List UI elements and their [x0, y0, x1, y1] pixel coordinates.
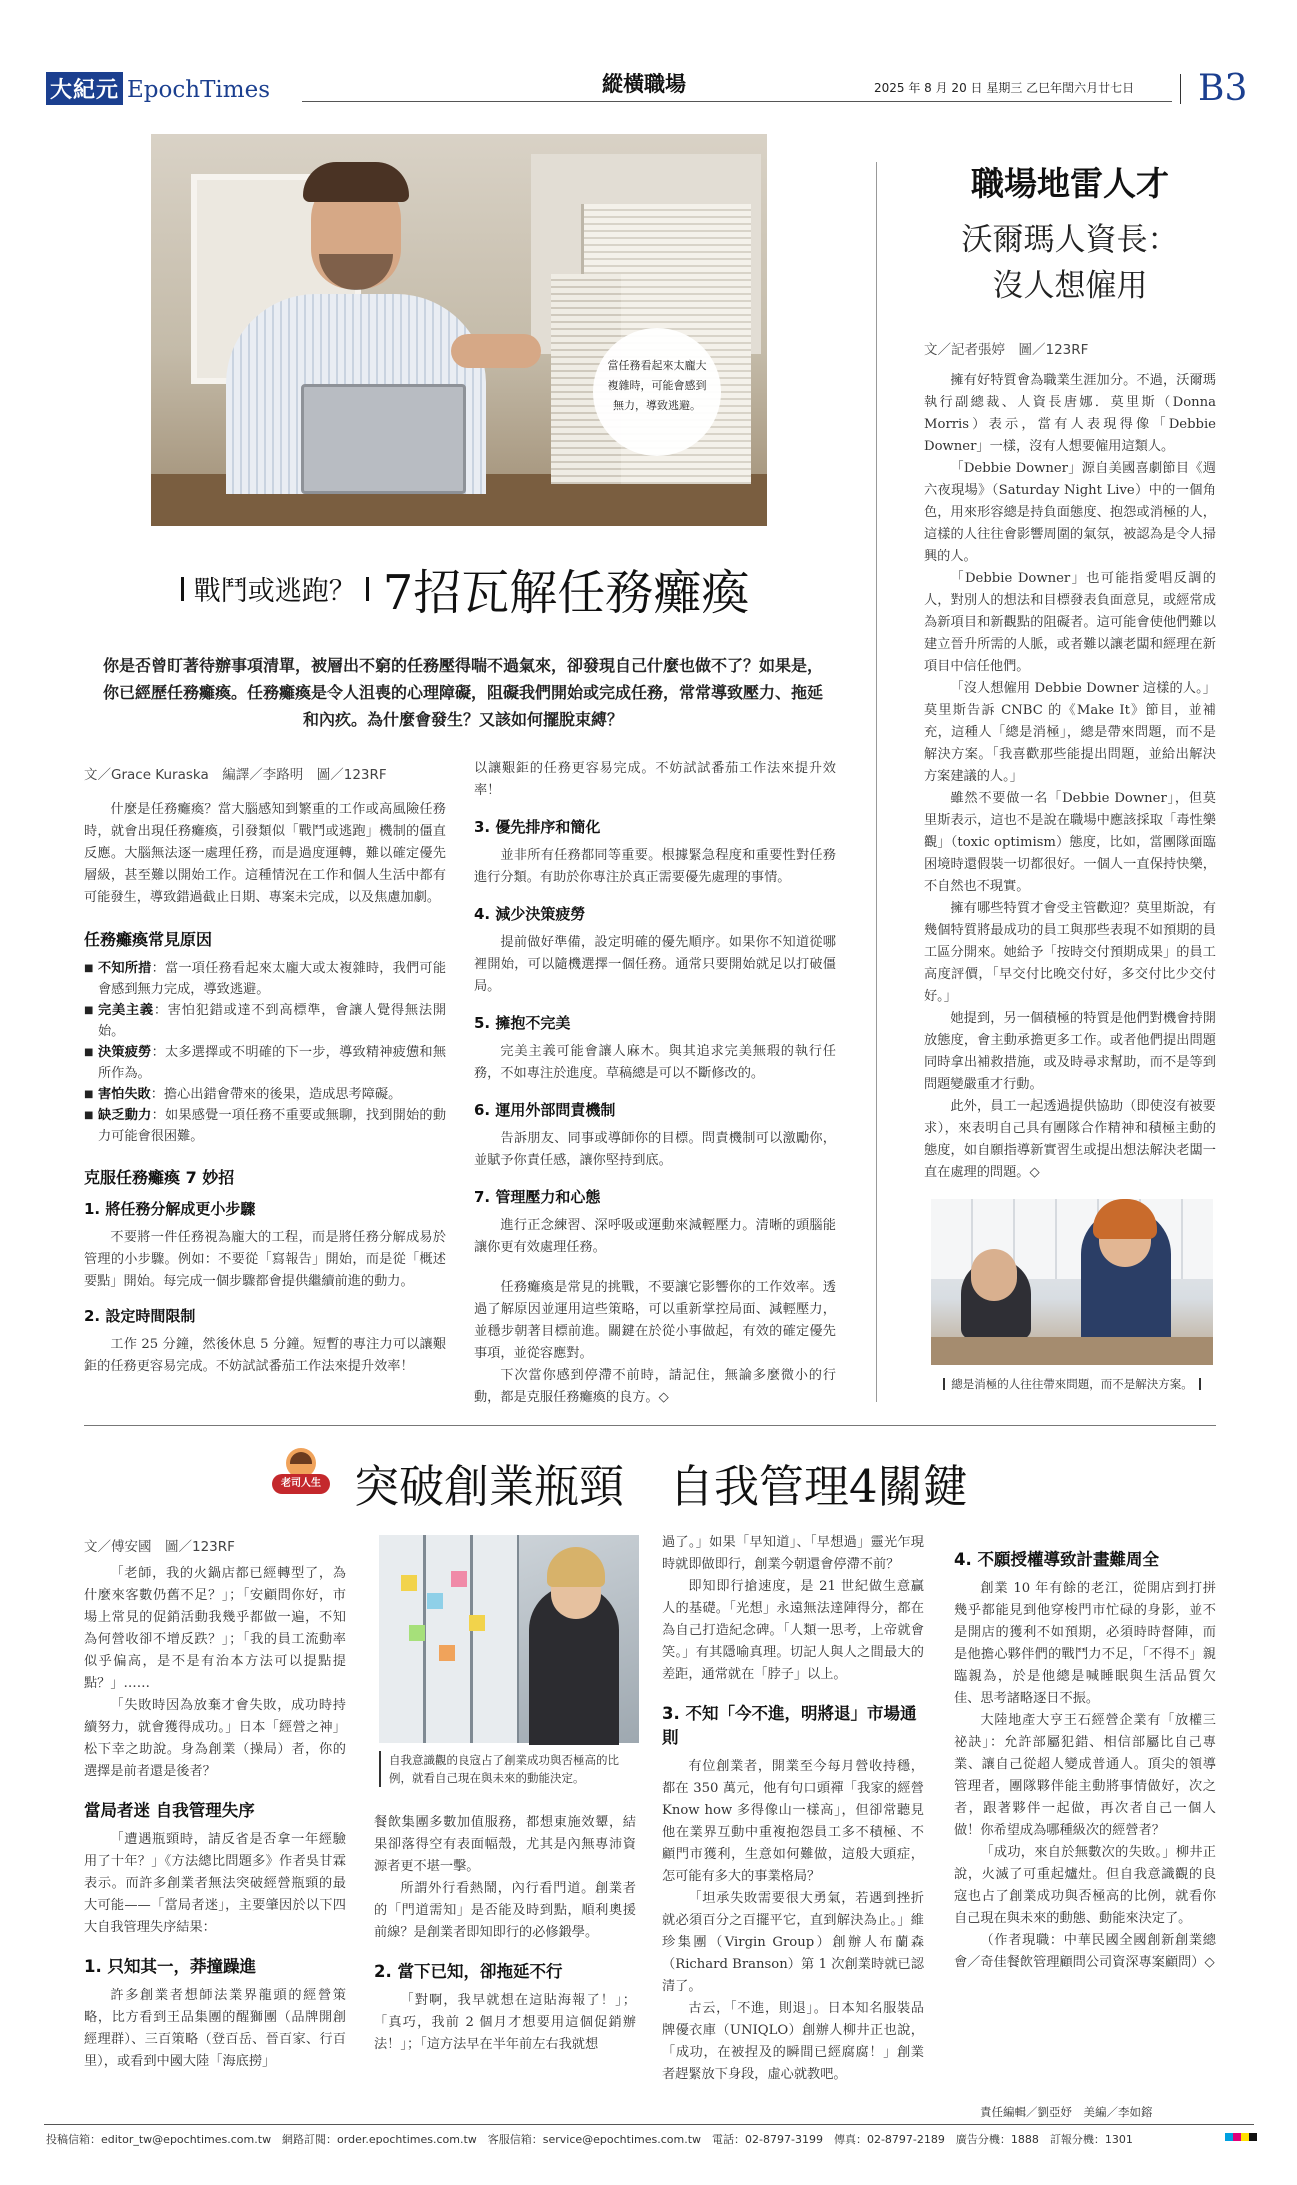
article1-photo	[151, 134, 767, 526]
tip-text: 並非所有任務都同等重要。根據緊急程度和重要性對任務進行分類。有助於你專注於真正需要優先處理的事情。	[474, 848, 836, 885]
tip-text: 完美主義可能會讓人麻木。與其追求完美無瑕的執行任務，不如專注於進度。草稿總是可以不斷修改的。	[474, 1044, 836, 1081]
article1-title: 7招瓦解任務癱瘓	[382, 565, 750, 621]
article3-subheading: 4. 不願授權導致計畫難周全	[954, 1550, 1159, 1569]
article3-paragraph: 古云，「不進，則退」。日本知名服裝品牌優衣庫（UNIQLO）創辦人柳井正也說，「成功，在被捏及的瞬間已經腐腐！」創業者趕緊放下身段，虛心就教吧。	[662, 2001, 924, 2082]
article3-col2	[374, 1812, 636, 2056]
article3-paragraph: 創業 10 年有餘的老江，從開店到打拼幾乎都能見到他穿梭門市忙碌的身影，並不是開店的獲利不如預期，必須時時督陣，而是他擔心夥伴們的戰鬥力不足，「不得不」親臨親為，於是他總是喊睡眠與生活品質欠佳、思考諸略逐日不振。	[954, 1581, 1216, 1706]
article2-photo	[931, 1199, 1213, 1365]
cause-item: ■ 完美主義：害怕犯錯或達不到高標準，會讓人覺得無法開始。	[84, 1000, 446, 1042]
article1-closing: 任務癱瘓是常見的挑戰，不要讓它影響你的工作效率。透過了解原因並運用這些策略，可以重新掌控局面、減輕壓力，並穩步朝著目標前進。關鍵在於從小事做起，有效的確定優先事項，並從容應對。	[474, 1280, 836, 1361]
tips-heading: 克服任務癱瘓 7 妙招	[84, 1168, 235, 1187]
article1-byline: 文／Grace Kuraska 編譯／李路明 圖／123RF	[84, 767, 387, 783]
badge-label: 老司人生	[272, 1474, 330, 1494]
header-rule	[302, 101, 1172, 102]
tip-heading: 4. 減少決策疲勞	[474, 905, 586, 923]
article2-title-line1: 沃爾瑪人資長：	[961, 222, 1179, 258]
article2-body: 文／記者張婷 圖／123RF 擁有好特質會為職業生涯加分。不過，沃爾瑪執行副總裁、人資長唐娜．莫里斯（Donna Morris）表示，當有人表現得像「Debbie Downer」一樣，沒有人想要僱用這類人。 「Debbie Downer」源自美國喜劇節目《週六夜現場》（Saturday Night Live）中的一個角色，用來形容總是持負面態度、抱怨或消極的人，這樣的人往往會影響周圍的氣氛，被認為是令人掃興的人。 「Debbie Downer」也可能指愛唱反調的人，對別人的想法和目標發表負面意見，或經常成為新項目和新觀點的阻礙者。這可能會使他們難以建立晉升所需的人脈，或者難以讓老闆和經理在新項目中信任他們。 「沒人想僱用 Debbie Downer 這樣的人。」莫里斯告訴 CNBC 的《Make It》節目，並補充，這種人「總是消極」，總是帶來問題，而不是解決方案。「我喜歡那些能提出問題，並給出解決方案建議的人。」 雖然不要做一名「Debbie Downer」，但莫里斯表示，這也不是說在職場中應該採取「毒性樂觀」（toxic optimism）態度，比如，當團隊面臨困境時還假裝一切都很好。一個人一直保持快樂，不自然也不現實。 擁有哪些特質才會受主管歡迎？莫里斯說，有幾個特質將最成功的員工與那些表現不如預期的員工區分開來。她給予「按時交付預期成果」的員工高度評價，「早交付比晚交付好，多交付比少交付好。」 她提到，另一個積極的特質是他們對機會持開放態度，會主動承擔更多工作。或者他們提出問題同時拿出補救措施，或及時尋求幫助，而不是等到問題變嚴重才行動。 此外，員工一起透過提供協助（即使沒有被要求），來表明自己具有團隊合作精神和積極主動的態度，如自願指導新實習生或提出想法解決老闆一直在處理的問題。◇	[924, 338, 1216, 1184]
editors-credit: 責任編輯／劉亞妤 美編／李如鎔	[980, 2105, 1153, 2119]
article2-photo-caption: 總是消極的人往往帶來問題，而不是解決方案。	[931, 1376, 1213, 1392]
article2-byline: 文／記者張婷 圖／123RF	[924, 342, 1089, 358]
article3-paragraph: 餐飲集團多數加值服務，都想東施效顰，結果卻落得空有表面幅殼，尤其是內無專沛資源者更不堪一擊。	[374, 1815, 636, 1874]
footer-rule	[44, 2124, 1254, 2125]
article3-paragraph: 過了。」如果「早知道」、「早想過」靈光乍現時就即做即行，創業今朝還會停滯不前？	[662, 1535, 924, 1572]
footer-contacts: 投稿信箱：editor_tw@epochtimes.com.tw 網路訂閱：order.epochtimes.com.tw 客服信箱：service@epochtimes.com.tw 電話：02-8797-3199 傳真：02-8797-2189 廣告分機：1888 訂報分機：1301	[46, 2133, 1133, 2146]
article1-closing: 下次當你感到停滯不前時，請記住，無論多麼微小的行動，都是克服任務癱瘓的良方。◇	[474, 1368, 836, 1405]
article1-headline	[0, 554, 930, 623]
issue-date: 2025 年 8 月 20 日 星期三 乙巳年閏六月廿七日	[870, 79, 1138, 96]
tip-text: 工作 25 分鐘，然後休息 5 分鐘。短暫的專注力可以讓艱鉅的任務更容易完成。不妨試試番茄工作法來提升效率！	[84, 1337, 446, 1374]
article3-title: 突破創業瓶頸 自我管理4關鍵	[354, 1460, 968, 1513]
header-divider	[1180, 74, 1181, 104]
article3-paragraph: 「對啊，我早就想在這貼海報了！」；「真巧，我前 2 個月才想要用這個促銷辦法！」；「這方法早在半年前左右我就想	[374, 1993, 636, 2052]
masthead-logo	[46, 72, 270, 105]
article1-kicker: 戰鬥或逃跑？	[193, 576, 356, 607]
article3-paragraph: 「坦承失敗需要很大勇氣，若遇到挫折就必須百分之百擺平它，直到解決為止。」維珍集團（Virgin Group）創辦人布蘭森（Richard Branson）第 1 次創業時就已認清了。	[662, 1891, 924, 1994]
article3-badge	[272, 1448, 330, 1500]
tip-text: 不要將一件任務視為龐大的工程，而是將任務分解成易於管理的小步驟。例如：不要從「寫報告」開始，而是從「概述要點」開始。每完成一個步驟都會提供繼續前進的動力。	[84, 1230, 446, 1289]
article3-paragraph: 「遭遇瓶頸時，請反省是否拿一年經驗用了十年？」《方法總比問題多》作者吳甘霖表示。而許多創業者無法突破經營瓶頸的最大可能——「當局者迷」，主要肇因於以下四大自我管理失序結果：	[84, 1832, 346, 1935]
article2-header	[900, 158, 1240, 309]
article3-paragraph: 即知即行搶速度，是 21 世紀做生意贏人的基礎。「光想」永遠無法達陣得分，都在為自己打造紀念碑。「人類一思考，上帝就會笑。」有其隱喻真理。切記人與人之間最大的差距，通常就在「脖子」以上。	[662, 1579, 924, 1682]
tip-text: 提前做好準備，設定明確的優先順序。如果你不知道從哪裡開始，可以隨機選擇一個任務。通常只要開始就足以打破僵局。	[474, 935, 836, 994]
cause-item: ■ 決策疲勞：太多選擇或不明確的下一步，導致精神疲憊和無所作為。	[84, 1042, 446, 1084]
article3-paragraph: 所謂外行看熱鬧，內行看門道。創業者的「門道需知」是否能及時到點，順利奧援前線？是創業者即知即行的必修鍛學。	[374, 1881, 636, 1940]
article1-col2: 以讓艱鉅的任務更容易完成。不妨試試番茄工作法來提升效率！ 3. 優先排序和簡化 並非所有任務都同等重要。根據緊急程度和重要性對任務進行分類。有助於你專注於真正需要優先處理的事情。 4. 減少決策疲勞 提前做好準備，設定明確的優先順序。如果你不知道從哪裡開始，可以隨機選擇一個任務。通常只要開始就足以打破僵局。 5. 擁抱不完美 完美主義可能會讓人麻木。與其追求完美無瑕的執行任務，不如專注於進度。草稿總是可以不斷修改的。 6. 運用外部問責機制 告訴朋友、同事或導師你的目標。問責機制可以激勵你，並賦予你責任感，讓你堅持到底。 7. 管理壓力和心態 進行正念練習、深呼吸或運動來減輕壓力。清晰的頭腦能讓你更有效處理任務。 任務癱瘓是常見的挑戰，不要讓它影響你的工作效率。透過了解原因並運用這些策略，可以重新掌控局面、減輕壓力，並穩步朝著目標前進。關鍵在於從小事做起，有效的確定優先事項，並從容應對。 下次當你感到停滯不前時，請記住，無論多麼微小的行動，都是克服任務癱瘓的良方。◇	[474, 758, 836, 1409]
causes-heading: 任務癱瘓常見原因	[84, 930, 213, 949]
article3-subheading: 2. 當下已知，卻拖延不行	[374, 1962, 563, 1981]
article3-paragraph: 大陸地產大亨王石經營企業有「放權三祕訣」：允許部屬犯錯、相信部屬比自己專業、讓自己從超人變成普通人。頂尖的領導管理者，團隊夥伴能主動將事情做好，次之者，跟著夥伴一起做，再次者自己一個人做！你希望成為哪種級次的經營者？	[954, 1713, 1216, 1838]
tip-text: 告訴朋友、同事或導師你的目標。問責機制可以激勵你，並賦予你責任感，讓你堅持到底。	[474, 1131, 836, 1168]
article3-paragraph: 「成功，來自於無數次的失敗。」柳井正說，火滅了可重起爐灶。但自我意識觀的良寇也占了創業成功與否極高的比例，就看你自己現在與未來的動態、動能來決定了。	[954, 1845, 1216, 1926]
article3-col3	[662, 1532, 924, 2086]
section-divider	[84, 1425, 1216, 1426]
column-divider	[876, 162, 877, 1402]
cause-item: ■ 害怕失敗：擔心出錯會帶來的後果，造成思考障礙。	[84, 1084, 446, 1105]
article3-subheading: 1. 只知其一，莽撞躁進	[84, 1957, 256, 1976]
article1-photo-caption: 當任務看起來太龐大複雜時，可能會感到無力，導致逃避。	[593, 328, 721, 456]
cause-item: ■ 不知所措：當一項任務看起來太龐大或太複雜時，我們可能會感到無力完成，導致逃避。	[84, 958, 446, 1000]
tip-heading: 2. 設定時間限制	[84, 1307, 196, 1325]
causes-list	[84, 958, 446, 1147]
article3-paragraph: 有位創業者，開業至今每月營收持穩，都在 350 萬元，他有句口頭禪「我家的經營 Know how 多得像山一樣高」，但卻常聽見他在業界互動中重複抱怨員工多不積極、不顧門市獲利，生意如何難做，這般大頭症，怎可能有多大的事業格局？	[662, 1759, 924, 1884]
article3-photo-caption: 自我意識觀的良寇占了創業成功與否極高的比例，就看自己現在與未來的動能決定。	[379, 1751, 639, 1787]
tip-heading: 3. 優先排序和簡化	[474, 818, 601, 836]
article3-subheading: 3. 不知「今不進，明將退」市場通則	[662, 1704, 917, 1747]
article3-paragraph: 許多創業者想師法業界龍頭的經營策略，比方看到王品集團的醒獅團（品牌開創經理群）、三百策略（登百岳、晉百家、行百里），或看到中國大陸「海底撈」	[84, 1988, 346, 2069]
page-number: B3	[1198, 68, 1248, 109]
article3-col4	[954, 1532, 1216, 1974]
article3-photo	[379, 1535, 639, 1743]
logo-english: EpochTimes	[127, 77, 270, 103]
tip-heading: 1. 將任務分解成更小步驟	[84, 1200, 256, 1218]
article3-paragraph: （作者現職：中華民國全國創新創業總會／奇佳餐飲管理顧問公司資深專案顧問）◇	[954, 1933, 1216, 1970]
article3-paragraph: 「失敗時因為放棄才會失敗，成功時持續努力，就會獲得成功。」日本「經營之神」松下幸之助說。身為創業（操局）者，你的選擇是前者還是後者？	[84, 1698, 346, 1779]
article1-intro: 什麼是任務癱瘓？當大腦感知到繁重的工作或高風險任務時，就會出現任務癱瘓，引發類似「戰鬥或逃跑」機制的僵直反應。大腦無法逐一處理任務，而是過度運轉，難以確定優先層級，甚至難以開始工作。這種情況在工作和個人生活中都有可能發生，導致錯過截止日期、專案未完成，以及焦慮加劇。	[84, 802, 446, 905]
section-name: 縱橫職場	[596, 68, 692, 98]
article2-kicker: 職場地雷人才	[971, 164, 1169, 203]
article3-col1: 文／傅安國 圖／123RF 「老師，我的火鍋店都已經轉型了，為什麼來客數仍舊不足？」；「安顧問你好，市場上常見的促銷活動我幾乎都做一遍，不知為何營收卻不增反跌？」；「我的員工流動率似乎偏高，是不是有治本方法可以提點提點？」…… 「失敗時因為放棄才會失敗，成功時持續努力，就會獲得成功。」日本「經營之神」松下幸之助說。身為創業（操局）者，你的選擇是前者還是後者？ 當局者迷 自我管理失序 「遭遇瓶頸時，請反省是否拿一年經驗用了十年？」《方法總比問題多》作者吳甘霖表示。而許多創業者無法突破經營瓶頸的最大可能——「當局者迷」，主要肇因於以下四大自我管理失序結果： 1. 只知其一，莽撞躁進 許多創業者想師法業界龍頭的經營策略，比方看到王品集團的醒獅團（品牌開創經理群）、三百策略（登百岳、晉百家、行百里），或看到中國大陸「海底撈」	[84, 1535, 346, 2073]
article2-title-line2: 沒人想僱用	[992, 268, 1148, 304]
article3-subheading: 當局者迷 自我管理失序	[84, 1801, 255, 1820]
article1-col1	[84, 763, 447, 1374]
tip-text: 進行正念練習、深呼吸或運動來減輕壓力。清晰的頭腦能讓你更有效處理任務。	[474, 1218, 836, 1255]
cause-item: ■ 缺乏動力：如果感覺一項任務不重要或無聊，找到開始的動力可能會很困難。	[84, 1105, 446, 1147]
kicker-bar	[181, 577, 184, 601]
color-registration	[1225, 2133, 1257, 2141]
tip-heading: 7. 管理壓力和心態	[474, 1188, 601, 1206]
logo-chinese: 大紀元	[46, 72, 123, 105]
article1-lead: 你是否曾盯著待辦事項清單，被層出不窮的任務壓得喘不過氣來，卻發現自己什麼也做不了？如果是，你已經歷任務癱瘓。任務癱瘓是令人沮喪的心理障礙，阻礙我們開始或完成任務，常常導致壓力、拖延和內疚。為什麼會發生？又該如何擺脫束縛？	[102, 656, 823, 729]
article3-paragraph: 「老師，我的火鍋店都已經轉型了，為什麼來客數仍舊不足？」；「安顧問你好，市場上常見的促銷活動我幾乎都做一遍，不知為何營收卻不增反跌？」；「我的員工流動率似乎偏高，是不是有治本方法可以提點提點？」……	[84, 1566, 346, 1691]
tip-heading: 6. 運用外部問責機制	[474, 1101, 616, 1119]
tip-heading: 5. 擁抱不完美	[474, 1014, 571, 1032]
